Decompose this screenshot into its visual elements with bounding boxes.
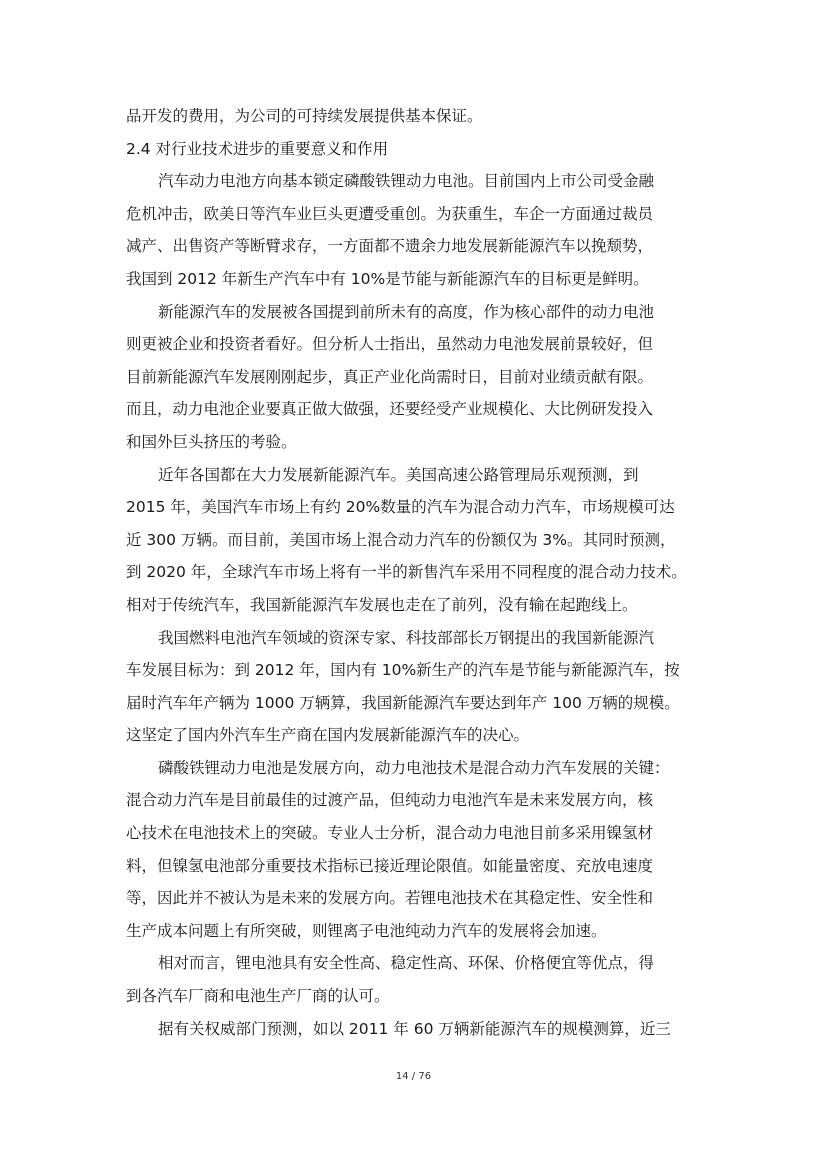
paragraph-line: 汽车动力电池方向基本锁定磷酸铁锂动力电池。目前国内上市公司受金融 — [158, 172, 655, 191]
paragraph-line: 2015 年，美国汽车市场上有约 20%数量的汽车为混合动力汽车，市场规模可达 — [126, 498, 675, 517]
paragraph-line: 混合动力汽车是目前最佳的过渡产品，但纯动力电池汽车是未来发展方向，核 — [126, 791, 654, 810]
paragraph-line: 而且，动力电池企业要真正做大做强，还要经受产业规模化、大比例研发投入 — [126, 400, 654, 419]
paragraph-line: 品开发的费用，为公司的可持续发展提供基本保证。 — [126, 107, 483, 125]
paragraph-line: 新能源汽车的发展被各国提到前所未有的高度，作为核心部件的动力电池 — [158, 302, 655, 321]
page-number: 14 / 76 — [395, 1071, 432, 1082]
paragraph-line: 这坚定了国内外汽车生产商在国内发展新能源汽车的决心。 — [126, 726, 530, 745]
paragraph-line: 到 2020 年，全球汽车市场上将有一半的新售汽车采用不同程度的混合动力技术。 — [126, 563, 687, 582]
paragraph-line: 据有关权威部门预测，如以 2011 年 60 万辆新能源汽车的规模测算，近三 — [158, 1019, 671, 1038]
section-heading: 2.4 对行业技术进步的重要意义和作用 — [126, 139, 389, 158]
paragraph-line: 我国燃料电池汽车领域的资深专家、科技部部长万钢提出的我国新能源汽 — [158, 628, 655, 647]
paragraph-line: 相对于传统汽车，我国新能源汽车发展也走在了前列，没有输在起跑线上。 — [126, 595, 638, 614]
paragraph-line: 心技术在电池技术上的突破。专业人士分析，混合动力电池目前多采用镍氢材 — [126, 824, 654, 843]
paragraph-line: 近 300 万辆。而目前，美国市场上混合动力汽车的份额仅为 3%。其同时预测， — [126, 530, 676, 549]
paragraph-line: 则更被企业和投资者看好。但分析人士指出，虽然动力电池发展前景较好，但 — [126, 335, 654, 354]
paragraph-line: 近年各国都在大力发展新能源汽车。美国高速公路管理局乐观预测，到 — [158, 465, 639, 484]
paragraph-line: 相对而言，锂电池具有安全性高、稳定性高、环保、价格便宜等优点，得 — [158, 954, 655, 973]
paragraph-line: 我国到 2012 年新生产汽车中有 10%是节能与新能源汽车的目标更是鲜明。 — [126, 269, 649, 288]
paragraph-line: 磷酸铁锂动力电池是发展方向，动力电池技术是混合动力汽车发展的关键： — [158, 758, 670, 777]
paragraph-line: 生产成本问题上有所突破，则锂离子电池纯动力汽车的发展将会加速。 — [126, 921, 607, 940]
paragraph-line: 到各汽车厂商和电池生产厂商的认可。 — [126, 987, 390, 1006]
body-text — [126, 100, 696, 1045]
paragraph-line: 减产、出售资产等断臂求存，一方面都不遗余力地发展新能源汽车以挽颓势， — [126, 237, 654, 256]
paragraph-line: 和国外巨头挤压的考验。 — [126, 432, 297, 451]
paragraph-line: 届时汽车年产辆为 1000 万辆算，我国新能源汽车要达到年产 100 万辆的规模。 — [126, 693, 680, 712]
paragraph-line: 目前新能源汽车发展刚刚起步，真正产业化尚需时日，目前对业绩贡献有限。 — [126, 367, 654, 386]
paragraph-line: 等，因此并不被认为是未来的发展方向。若锂电池技术在其稳定性、安全性和 — [126, 889, 654, 908]
paragraph-line: 危机冲击，欧美日等汽车业巨头更遭受重创。为获重生，车企一方面通过裁员 — [126, 204, 654, 223]
paragraph-line: 车发展目标为：到 2012 年，国内有 10%新生产的汽车是节能与新能源汽车，按 — [126, 661, 680, 680]
paragraph-line: 料，但镍氢电池部分重要技术指标已接近理论限值。如能量密度、充放电速度 — [126, 856, 654, 875]
